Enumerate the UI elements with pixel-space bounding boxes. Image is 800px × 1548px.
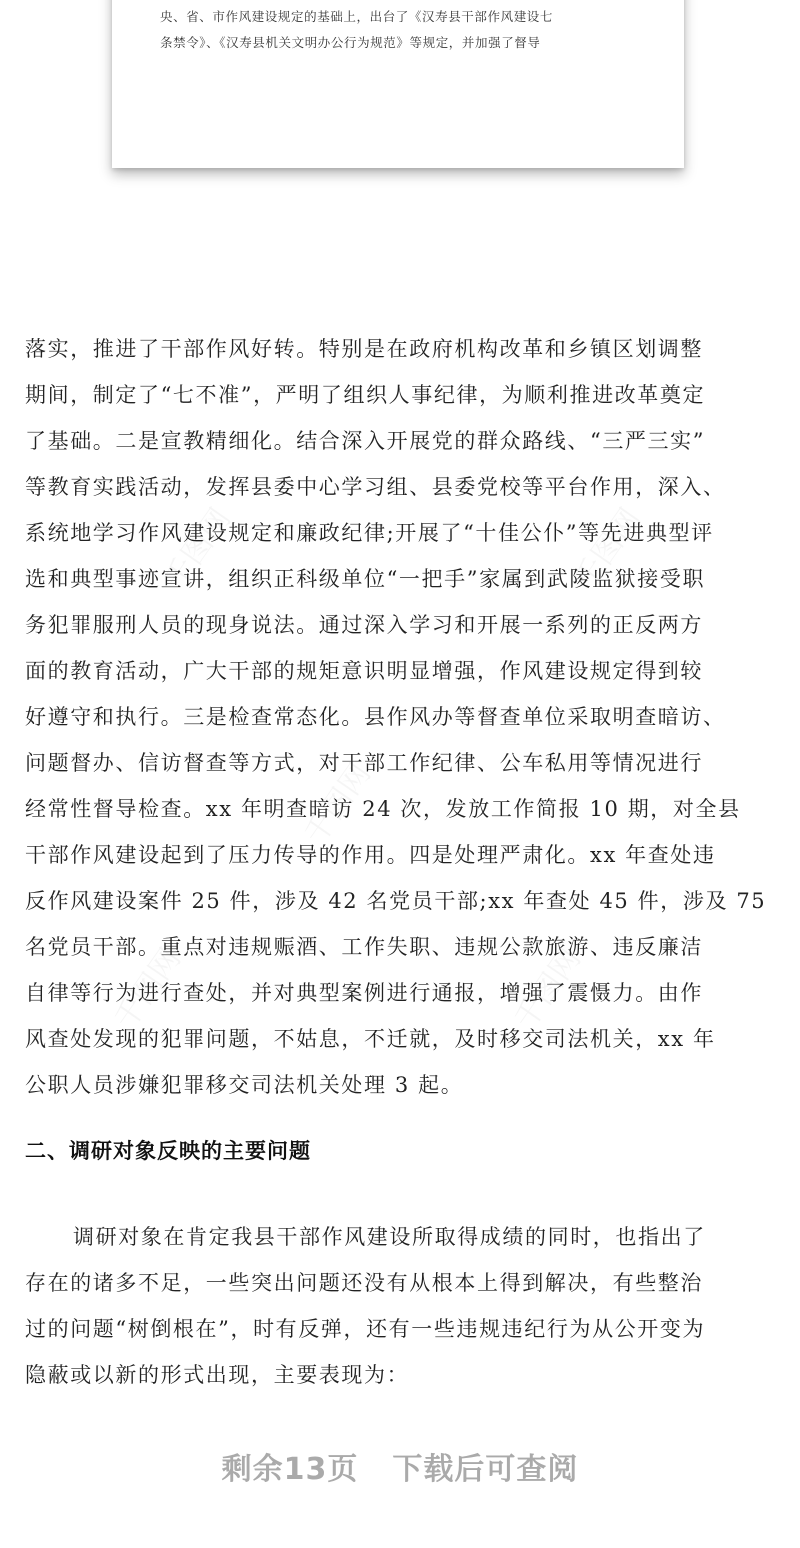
body-line: 了基础。二是宣教精细化。结合深入开展党的群众路线、“三严三实” [25,429,706,453]
para-line: 过的问题“树倒根在”，时有反弹，还有一些违规违纪行为从公开变为 [25,1317,706,1341]
section-paragraph [25,1214,775,1398]
body-line: 面的教育活动，广大干部的规矩意识明显增强，作风建设规定得到较 [25,659,703,683]
body-line: 风查处发现的犯罪问题，不姑息，不迁就，及时移交司法机关，xx 年 [25,1027,716,1051]
body-line: 干部作风建设起到了压力传导的作用。四是处理严肃化。xx 年查处违 [25,843,716,867]
body-line: 系统地学习作风建设规定和廉政纪律;开展了“十佳公仆”等先进典型评 [25,521,714,545]
body-line: 务犯罪服刑人员的现身说法。通过深入学习和开展一系列的正反两方 [25,613,703,637]
para-line: 调研对象在肯定我县干部作风建设所取得成绩的同时，也指出了 [73,1225,706,1249]
preview-line: 央、省、市作风建设规定的基础上，出台了《汉寿县干部作风建设七 [160,9,554,24]
body-line: 问题督办、信访督查等方式，对干部工作纪律、公车私用等情况进行 [25,751,703,775]
download-prompt-text: 下载后可查阅 [392,1452,579,1487]
download-to-read-banner[interactable] [0,1444,800,1488]
body-line: 等教育实践活动，发挥县委中心学习组、县委党校等平台作用，深入、 [25,475,726,499]
body-line: 选和典型事迹宣讲，组织正科级单位“一把手”家属到武陵监狱接受职 [25,567,706,591]
body-line: 好遵守和执行。三是检查常态化。县作风办等督查单位采取明查暗访、 [25,705,726,729]
body-line: 自律等行为进行查处，并对典型案例进行通报，增强了震慑力。由作 [25,981,703,1005]
body-line: 落实，推进了干部作风好转。特别是在政府机构改革和乡镇区划调整 [25,337,703,361]
section-heading: 二、调研对象反映的主要问题 [25,1139,311,1163]
body-line: 名党员干部。重点对违规赈酒、工作失职、违规公款旅游、违反廉洁 [25,935,703,959]
para-line: 存在的诸多不足，一些突出问题还没有从根本上得到解决，有些整治 [25,1271,703,1295]
body-line: 期间，制定了“七不准”，严明了组织人事纪律，为顺利推进改革奠定 [25,383,706,407]
document-preview-page [112,0,684,168]
preview-line: 条禁令》、《汉寿县机关文明办公行为规范》等规定，并加强了督导 [160,35,541,50]
preview-snippet-text [160,4,640,56]
para-line: 隐蔽或以新的形式出现，主要表现为： [25,1363,410,1387]
body-line: 公职人员涉嫌犯罪移交司法机关处理 3 起。 [25,1073,464,1097]
body-line: 经常性督导检查。xx 年明查暗访 24 次，发放工作简报 10 期，对全县 [25,797,741,821]
remaining-pages-text: 剩余13页 [221,1452,359,1487]
document-body [25,326,775,1108]
body-line: 反作风建设案件 25 件，涉及 42 名党员干部;xx 年查处 45 件，涉及 75 [25,889,767,913]
